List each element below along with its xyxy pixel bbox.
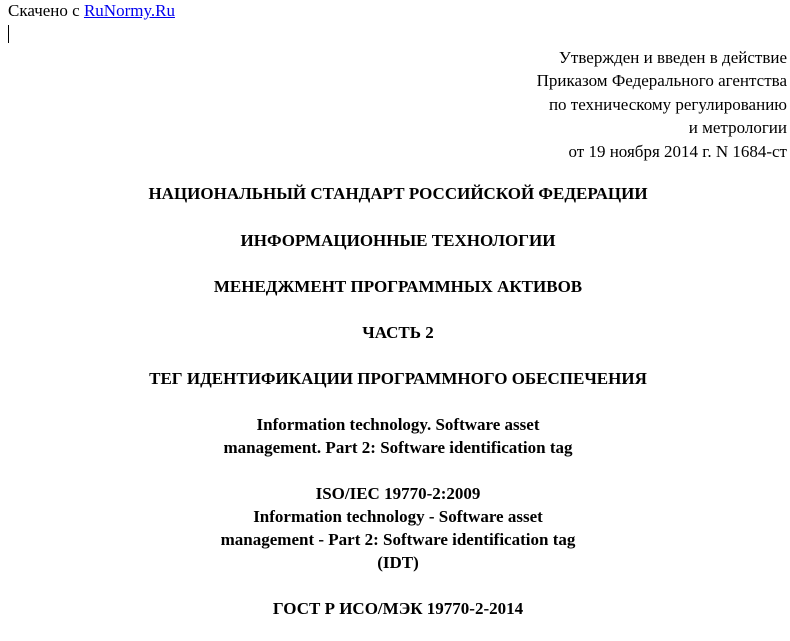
source-link[interactable]: RuNormy.Ru	[83, 1, 175, 20]
approval-line: и метрологии	[688, 118, 787, 138]
approval-block	[537, 46, 787, 163]
approval-line: по техническому регулированию	[548, 94, 787, 114]
english-title-line-1: Information technology. Software asset	[256, 415, 540, 434]
english-title	[0, 413, 790, 459]
source-prefix: Скачено с	[8, 1, 80, 20]
approval-line: Утвержден и введен в действие	[558, 48, 787, 67]
text-cursor	[8, 25, 9, 43]
approval-line: Приказом Федерального агентства	[536, 71, 787, 91]
approval-line: от 19 ноября 2014 г. N 1684-ст	[568, 141, 787, 161]
title-line-2: МЕНЕДЖМЕНТ ПРОГРАММНЫХ АКТИВОВ	[213, 277, 583, 296]
title-line-3: ЧАСТЬ 2	[362, 323, 434, 342]
title-line-1: ИНФОРМАЦИОННЫЕ ТЕХНОЛОГИИ	[240, 231, 556, 250]
national-standard-heading: НАЦИОНАЛЬНЫЙ СТАНДАРТ РОССИЙСКОЙ ФЕДЕРАЦИИ	[148, 184, 648, 203]
iso-title-line-2: management - Part 2: Software identification tag	[220, 530, 576, 549]
iso-code: ISO/IEC 19770-2:2009	[315, 484, 481, 503]
iso-title-line-1: Information technology - Software asset	[253, 507, 543, 526]
gost-number: ГОСТ Р ИСО/МЭК 19770-2-2014	[272, 599, 524, 618]
english-title-line-2: management. Part 2: Software identification tag	[223, 438, 573, 457]
source-line	[8, 1, 175, 21]
title-line-4: ТЕГ ИДЕНТИФИКАЦИИ ПРОГРАММНОГО ОБЕСПЕЧЕНИЯ	[149, 369, 647, 388]
iso-reference	[0, 482, 790, 574]
iso-degree: (IDT)	[377, 553, 419, 572]
